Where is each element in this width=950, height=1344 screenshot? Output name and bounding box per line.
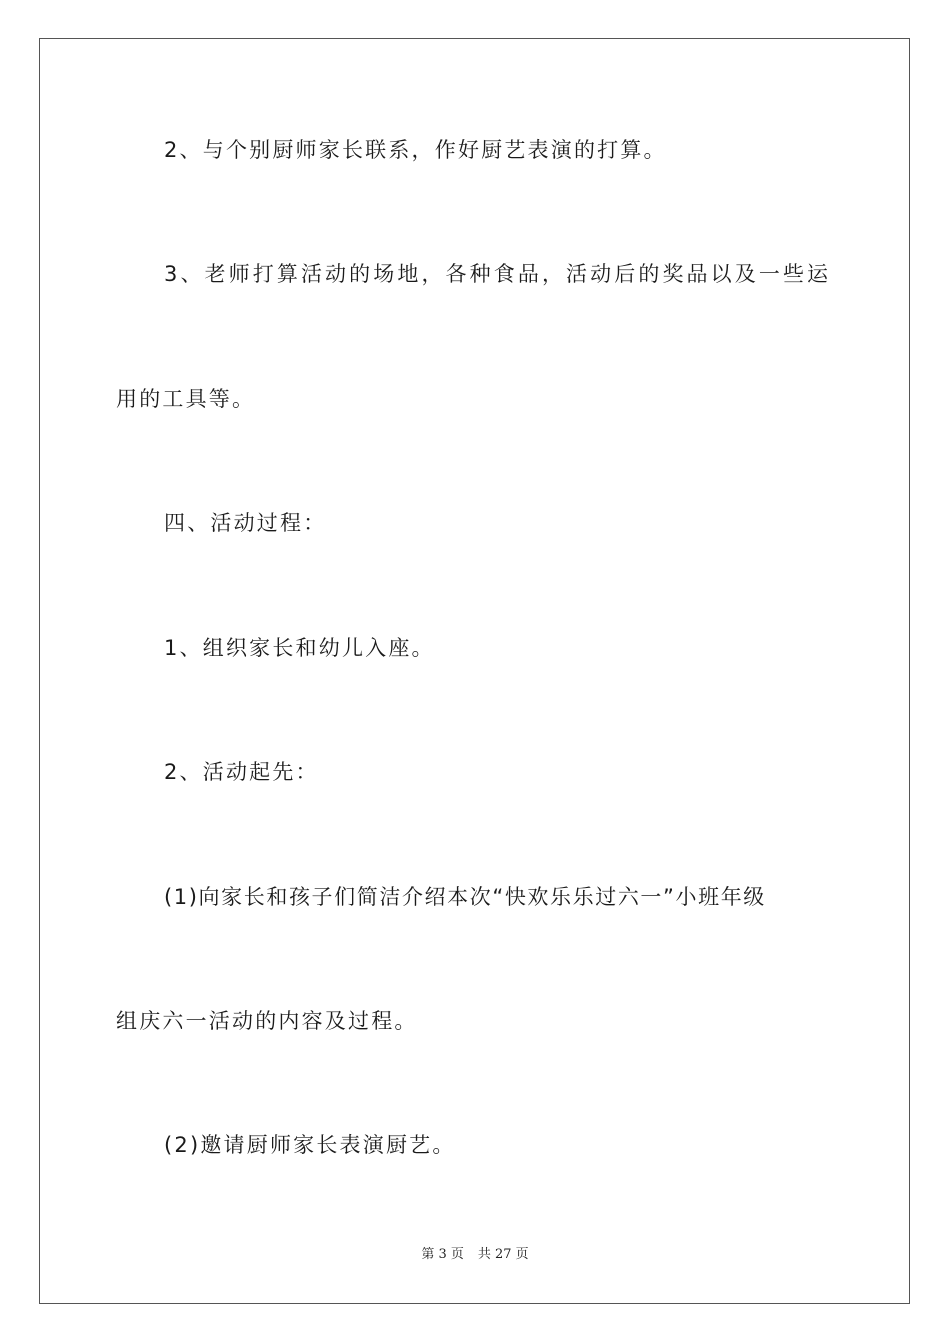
page-number: 第 3 页 bbox=[421, 1247, 464, 1262]
total-pages: 共 27 页 bbox=[477, 1247, 529, 1262]
paragraph-line: 1、组织家长和幼儿入座。 bbox=[164, 636, 435, 660]
paragraph-line: (1)向家长和孩子们简洁介绍本次“快欢乐乐过六一”小班年级 bbox=[164, 885, 766, 909]
paragraph-line: (2)邀请厨师家长表演厨艺。 bbox=[164, 1133, 456, 1157]
paragraph-line: 组庆六一活动的内容及过程。 bbox=[116, 1009, 418, 1033]
page-frame bbox=[39, 38, 910, 1304]
page-footer bbox=[0, 1246, 950, 1264]
section-heading: 四、活动过程： bbox=[164, 511, 327, 535]
paragraph-line: 3、老师打算活动的场地，各种食品，活动后的奖品以及一些运 bbox=[164, 262, 832, 286]
paragraph-line: 用的工具等。 bbox=[116, 387, 256, 411]
paragraph-line: 2、与个别厨师家长联系，作好厨艺表演的打算。 bbox=[164, 138, 667, 162]
paragraph-line: 2、活动起先： bbox=[164, 760, 319, 784]
